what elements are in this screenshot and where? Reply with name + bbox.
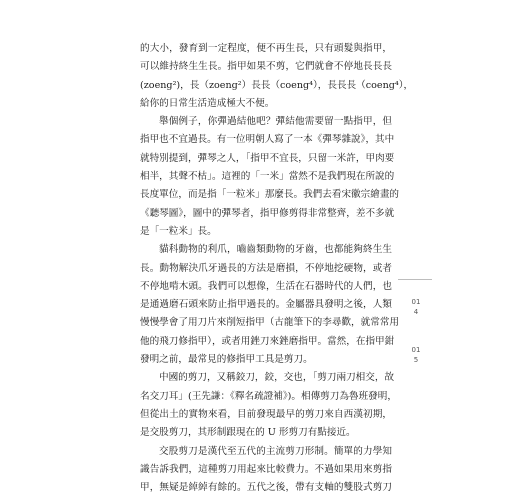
- page-number-left: 014: [411, 298, 421, 316]
- text-line: 指甲也不宜過長。有一位明朝人寫了一本《彈琴雜說》，其中: [140, 134, 395, 146]
- body-text: [140, 40, 414, 497]
- text-line: 是通過磨石頭來防止指甲過長的。金屬器具發明之後，人類: [140, 299, 392, 311]
- text-line: 不停地啃木頭。我們可以想像，生活在石器時代的人們，也: [140, 280, 392, 292]
- text-line: 發明之前，最常見的修指甲工具是剪刀。: [140, 354, 313, 366]
- text-line: 長。動物解決爪牙過長的方法是磨損，不停地挖硬物，或者: [140, 262, 392, 274]
- paragraph: [140, 40, 414, 113]
- paragraph: [140, 113, 400, 241]
- text-line: 慢慢學會了用刀片來削短指甲（古龍筆下的李尋歡，就常常用: [140, 317, 400, 329]
- page-number-right: 015: [411, 346, 421, 364]
- text-line: (zoeng²)，長（zoeng²）長長（coeng⁴），長長長（coeng⁴），: [140, 79, 414, 91]
- text-line: 的大小，發育到一定程度，便不再生長，只有頭髮與指甲，: [140, 43, 392, 54]
- text-line: 交股剪刀是漢代至五代的主流剪刀形制。簡單的力學知: [159, 445, 392, 457]
- text-line: 甲，無疑是綽綽有餘的。五代之後，帶有支軸的雙股式剪刀: [140, 482, 392, 494]
- margin-divider: [398, 279, 432, 280]
- text-line: 是交股剪刀，其形制跟現在的 U 形剪刀有點接近。: [140, 427, 356, 439]
- text-line: 長度單位，而是指「一粒米」那麼長。我們去看宋徽宗繪畫的: [140, 189, 400, 201]
- text-line: 他的飛刀修指甲），或者用銼刀來銼磨指甲。當然，在指甲鉗: [140, 335, 395, 347]
- text-line: 可以維持終生生長。指甲如果不剪，它們就會不停地長長長: [140, 61, 392, 73]
- text-line: 就特別提到，彈琴之人，「指甲不宜長，只留一米許，甲肉要: [140, 152, 395, 164]
- text-line: 但從出土的實物來看，目前發現最早的剪刀來自西漢初期，: [140, 408, 392, 420]
- text-line: 貓科動物的利爪，嚙齒類動物的牙齒，也都能夠終生生: [159, 244, 392, 256]
- paragraph: [140, 443, 392, 498]
- text-line: 給你的日常生活造成極大不便。: [140, 97, 275, 109]
- paragraph: [140, 369, 397, 442]
- text-line: 相半，其聲不枯」。這裡的「一米」當然不是我們現在所說的: [140, 171, 395, 183]
- text-line: 中國的剪刀，又稱鉸刀，鉸，交也，「剪刀兩刀相交，故: [159, 372, 395, 384]
- text-line: 舉個例子，你彈過結他吧？彈結他需要留一點指甲，但: [159, 116, 392, 128]
- text-line: 是「一粒米」長。: [140, 225, 217, 237]
- text-line: 名交刀耳」(王先謙：《釋名疏證補》)。相傳剪刀為魯班發明，: [140, 390, 397, 402]
- text-line: 《聽琴圖》，圖中的彈琴者，指甲修剪得非常整齊，差不多就: [140, 207, 395, 219]
- paragraph: [140, 241, 400, 369]
- text-line: 識告訴我們，這種剪刀用起來比較費力。不過如果用來剪指: [140, 463, 392, 475]
